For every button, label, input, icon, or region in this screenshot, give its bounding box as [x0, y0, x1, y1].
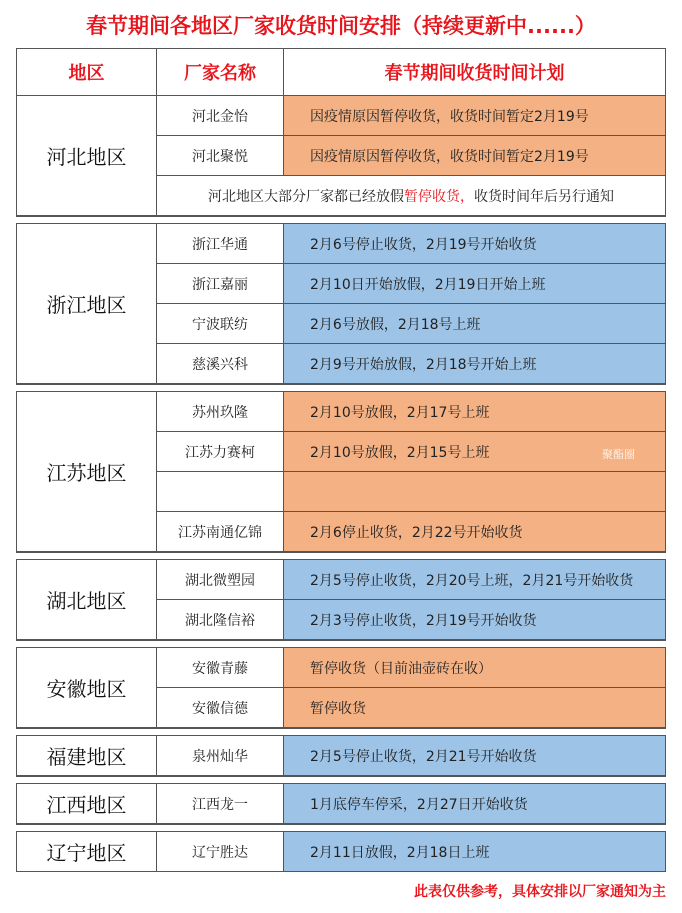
plan-cell: 2月11日放假，2月18日上班 [284, 832, 666, 872]
group-hebei [16, 96, 666, 216]
group-zhejiang [16, 224, 666, 384]
factory-cell: 浙江华通 [157, 224, 284, 264]
factory-cell: 慈溪兴科 [157, 344, 284, 384]
header-factory: 厂家名称 [157, 48, 284, 96]
factory-cell: 江苏力赛柯 [157, 432, 284, 472]
factory-cell: 江西龙一 [157, 784, 284, 824]
factory-cell: 安徽青藤 [157, 648, 284, 688]
region-cell: 浙江地区 [16, 224, 157, 384]
group-liaoning [16, 832, 666, 872]
plan-cell: 暂停收货 [284, 688, 666, 728]
region-cell: 江苏地区 [16, 392, 157, 552]
plan-cell: 2月10号放假，2月15号上班 [284, 432, 666, 472]
plan-cell: 2月6停止收货，2月22号开始收货 [284, 512, 666, 552]
hebei-note [157, 176, 666, 216]
factory-cell: 宁波联纺 [157, 304, 284, 344]
page-title: 春节期间各地区厂家收货时间安排（持续更新中......） [86, 14, 596, 38]
note-text: 收货时间年后另行通知 [474, 188, 614, 205]
factory-cell: 安徽信德 [157, 688, 284, 728]
disclaimer: 此表仅供参考，具体安排以厂家通知为主 [414, 884, 666, 900]
group-divider [16, 640, 666, 648]
group-anhui [16, 648, 666, 728]
note-text: 河北地区大部分厂家都已经放假 [208, 188, 404, 205]
group-hubei [16, 560, 666, 640]
group-divider [16, 552, 666, 560]
header-plan: 春节期间收货时间计划 [284, 48, 666, 96]
group-divider [16, 384, 666, 392]
plan-cell [284, 472, 666, 512]
group-divider [16, 776, 666, 784]
group-divider [16, 728, 666, 736]
factory-cell: 河北聚悦 [157, 136, 284, 176]
plan-cell: 2月6号停止收货，2月19号开始收货 [284, 224, 666, 264]
plan-cell: 2月5号停止收货，2月21号开始收货 [284, 736, 666, 776]
plan-cell: 2月6号放假，2月18号上班 [284, 304, 666, 344]
factory-cell: 苏州玖隆 [157, 392, 284, 432]
group-divider [16, 216, 666, 224]
plan-cell: 因疫情原因暂停收货，收货时间暂定2月19号 [284, 136, 666, 176]
factory-cell: 浙江嘉丽 [157, 264, 284, 304]
table-header [16, 48, 666, 96]
header-region: 地区 [16, 48, 157, 96]
plan-cell: 暂停收货（目前油壶砖在收） [284, 648, 666, 688]
region-cell: 江西地区 [16, 784, 157, 824]
group-jiangxi [16, 784, 666, 824]
plan-cell: 2月3号停止收货，2月19号开始收货 [284, 600, 666, 640]
factory-cell: 泉州灿华 [157, 736, 284, 776]
factory-cell: 河北金怡 [157, 96, 284, 136]
factory-cell: 湖北隆信裕 [157, 600, 284, 640]
plan-cell: 因疫情原因暂停收货，收货时间暂定2月19号 [284, 96, 666, 136]
plan-cell: 1月底停车停采，2月27日开始收货 [284, 784, 666, 824]
region-cell: 辽宁地区 [16, 832, 157, 872]
group-jiangsu [16, 392, 666, 552]
region-cell: 福建地区 [16, 736, 157, 776]
group-fujian [16, 736, 666, 776]
plan-cell: 2月5号停止收货，2月20号上班，2月21号开始收货 [284, 560, 666, 600]
factory-cell [157, 472, 284, 512]
plan-cell: 2月10日开始放假，2月19日开始上班 [284, 264, 666, 304]
factory-cell: 江苏南通亿锦 [157, 512, 284, 552]
plan-cell: 2月10号放假，2月17号上班 [284, 392, 666, 432]
factory-cell: 辽宁胜达 [157, 832, 284, 872]
watermark: 聚酯圈 [602, 448, 635, 461]
region-cell: 湖北地区 [16, 560, 157, 640]
region-cell: 河北地区 [16, 96, 157, 216]
group-divider [16, 824, 666, 832]
factory-cell: 湖北微塑园 [157, 560, 284, 600]
note-highlight: 暂停收货， [404, 188, 474, 205]
region-cell: 安徽地区 [16, 648, 157, 728]
plan-cell: 2月9号开始放假，2月18号开始上班 [284, 344, 666, 384]
